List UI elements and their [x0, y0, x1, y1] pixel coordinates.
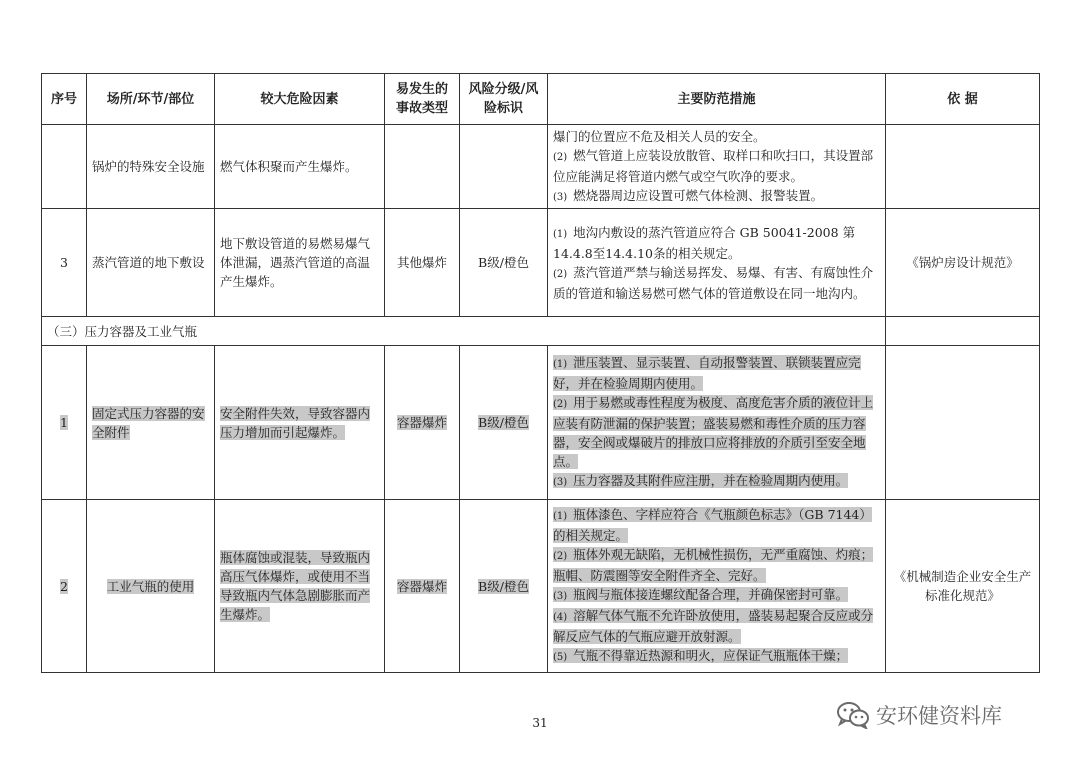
cell-accident-type: 其他爆炸: [385, 209, 460, 317]
cell-basis: 《机械制造企业安全生产标准化规范》: [886, 500, 1040, 673]
cell-basis: [886, 346, 1040, 500]
cell-basis: [886, 125, 1040, 209]
cell-hazard: 燃气体积聚而产生爆炸。: [215, 125, 385, 209]
header-hazard: 较大危险因素: [215, 74, 385, 125]
header-measures: 主要防范措施: [548, 74, 886, 125]
cell-hazard: 地下敷设管道的易燃易爆气体泄漏，遇蒸汽管道的高温产生爆炸。: [215, 209, 385, 317]
cell-location: 固定式压力容器的安全附件: [87, 346, 215, 500]
cell-no: 1: [42, 346, 87, 500]
watermark: [836, 700, 1002, 730]
cell-no: 2: [42, 500, 87, 673]
header-location: 场所/环节/部位: [87, 74, 215, 125]
cell-hazard: 瓶体腐蚀或混装，导致瓶内高压气体爆炸，或使用不当导致瓶内气体急剧膨胀而产生爆炸。: [215, 500, 385, 673]
header-basis: 依 据: [886, 74, 1040, 125]
cell-no: [42, 125, 87, 209]
measure-item: (1) 地沟内敷设的蒸汽管道应符合 GB 50041-2008 第14.4.8至14.4.10条的相关规定。: [553, 224, 856, 261]
measure-item: (2) 用于易燃或毒性程度为极度、高度危害介质的液位计上应装有防泄漏的保护装置；盛装易燃和毒性介质的压力容器，安全阀或爆破片的排放口应将排放的介质引至安全地点。: [553, 395, 874, 469]
measure-item: 爆门的位置应不危及相关人员的安全。: [553, 128, 766, 144]
measure-item: (1) 泄压装置、显示装置、自动报警装置、联锁装置应完好，并在检验周期内使用。: [553, 355, 861, 391]
measure-item: (5) 气瓶不得靠近热源和明火，应保证气瓶瓶体干燥；: [553, 648, 849, 663]
cell-basis: 《锅炉房设计规范》: [886, 209, 1040, 317]
watermark-text: 安环健资料库: [876, 704, 1002, 728]
measure-item: (2) 蒸汽管道严禁与输送易挥发、易爆、有害、有腐蚀性介质的管道和输送易燃可燃气体的管道敷设在同一地沟内。: [553, 264, 874, 301]
cell-accident-type: 容器爆炸: [385, 500, 460, 673]
table-row: [42, 209, 1040, 317]
table-header-row: [42, 74, 1040, 125]
table-row: [42, 125, 1040, 209]
cell-accident-type: [385, 125, 460, 209]
page-number: 31: [532, 716, 548, 730]
cell-location: 工业气瓶的使用: [87, 500, 215, 673]
wechat-icon: [836, 701, 870, 729]
cell-basis: [886, 317, 1040, 346]
header-accident-type: 易发生的事故类型: [385, 74, 460, 125]
table-row: [42, 346, 1040, 500]
cell-accident-type: 容器爆炸: [385, 346, 460, 500]
header-risk-level: 风险分级/风险标识: [460, 74, 548, 125]
cell-location: 锅炉的特殊安全设施: [87, 125, 215, 209]
cell-risk-level: [460, 125, 548, 209]
cell-measures: [548, 500, 886, 673]
section-row: [42, 317, 1040, 346]
measure-item: (1) 瓶体漆色、字样应符合《气瓶颜色标志》（GB 7144）的相关规定。: [553, 507, 872, 543]
cell-no: 3: [42, 209, 87, 317]
measure-item: (4) 溶解气体气瓶不允许卧放使用，盛装易起聚合反应或分解反应气体的气瓶应避开放射源。: [553, 608, 874, 644]
measure-item: (3) 燃烧器周边应设置可燃气体检测、报警装置。: [553, 187, 824, 203]
cell-measures: [548, 346, 886, 500]
cell-risk-level: B级/橙色: [460, 346, 548, 500]
header-no: 序号: [42, 74, 87, 125]
measure-item: (3) 压力容器及其附件应注册，并在检验周期内使用。: [553, 473, 849, 488]
measure-item: (2) 燃气管道上应装设放散管、取样口和吹扫口，其设置部位应能满足将管道内燃气或空气吹净的要求。: [553, 147, 874, 184]
measure-item: (3) 瓶阀与瓶体接连螺纹配备合理，并确保密封可靠。: [553, 587, 849, 602]
cell-risk-level: B级/橙色: [460, 209, 548, 317]
cell-measures: [548, 209, 886, 317]
risk-table: [41, 73, 1040, 673]
section-title: （三）压力容器及工业气瓶: [42, 317, 886, 346]
cell-risk-level: B级/橙色: [460, 500, 548, 673]
table-row: [42, 500, 1040, 673]
cell-location: 蒸汽管道的地下敷设: [87, 209, 215, 317]
cell-hazard: 安全附件失效，导致容器内压力增加而引起爆炸。: [215, 346, 385, 500]
cell-measures: [548, 125, 886, 209]
measure-item: (2) 瓶体外观无缺陷，无机械性损伤，无严重腐蚀、灼痕；瓶帽、防震圈等安全附件齐全、完好。: [553, 547, 874, 583]
